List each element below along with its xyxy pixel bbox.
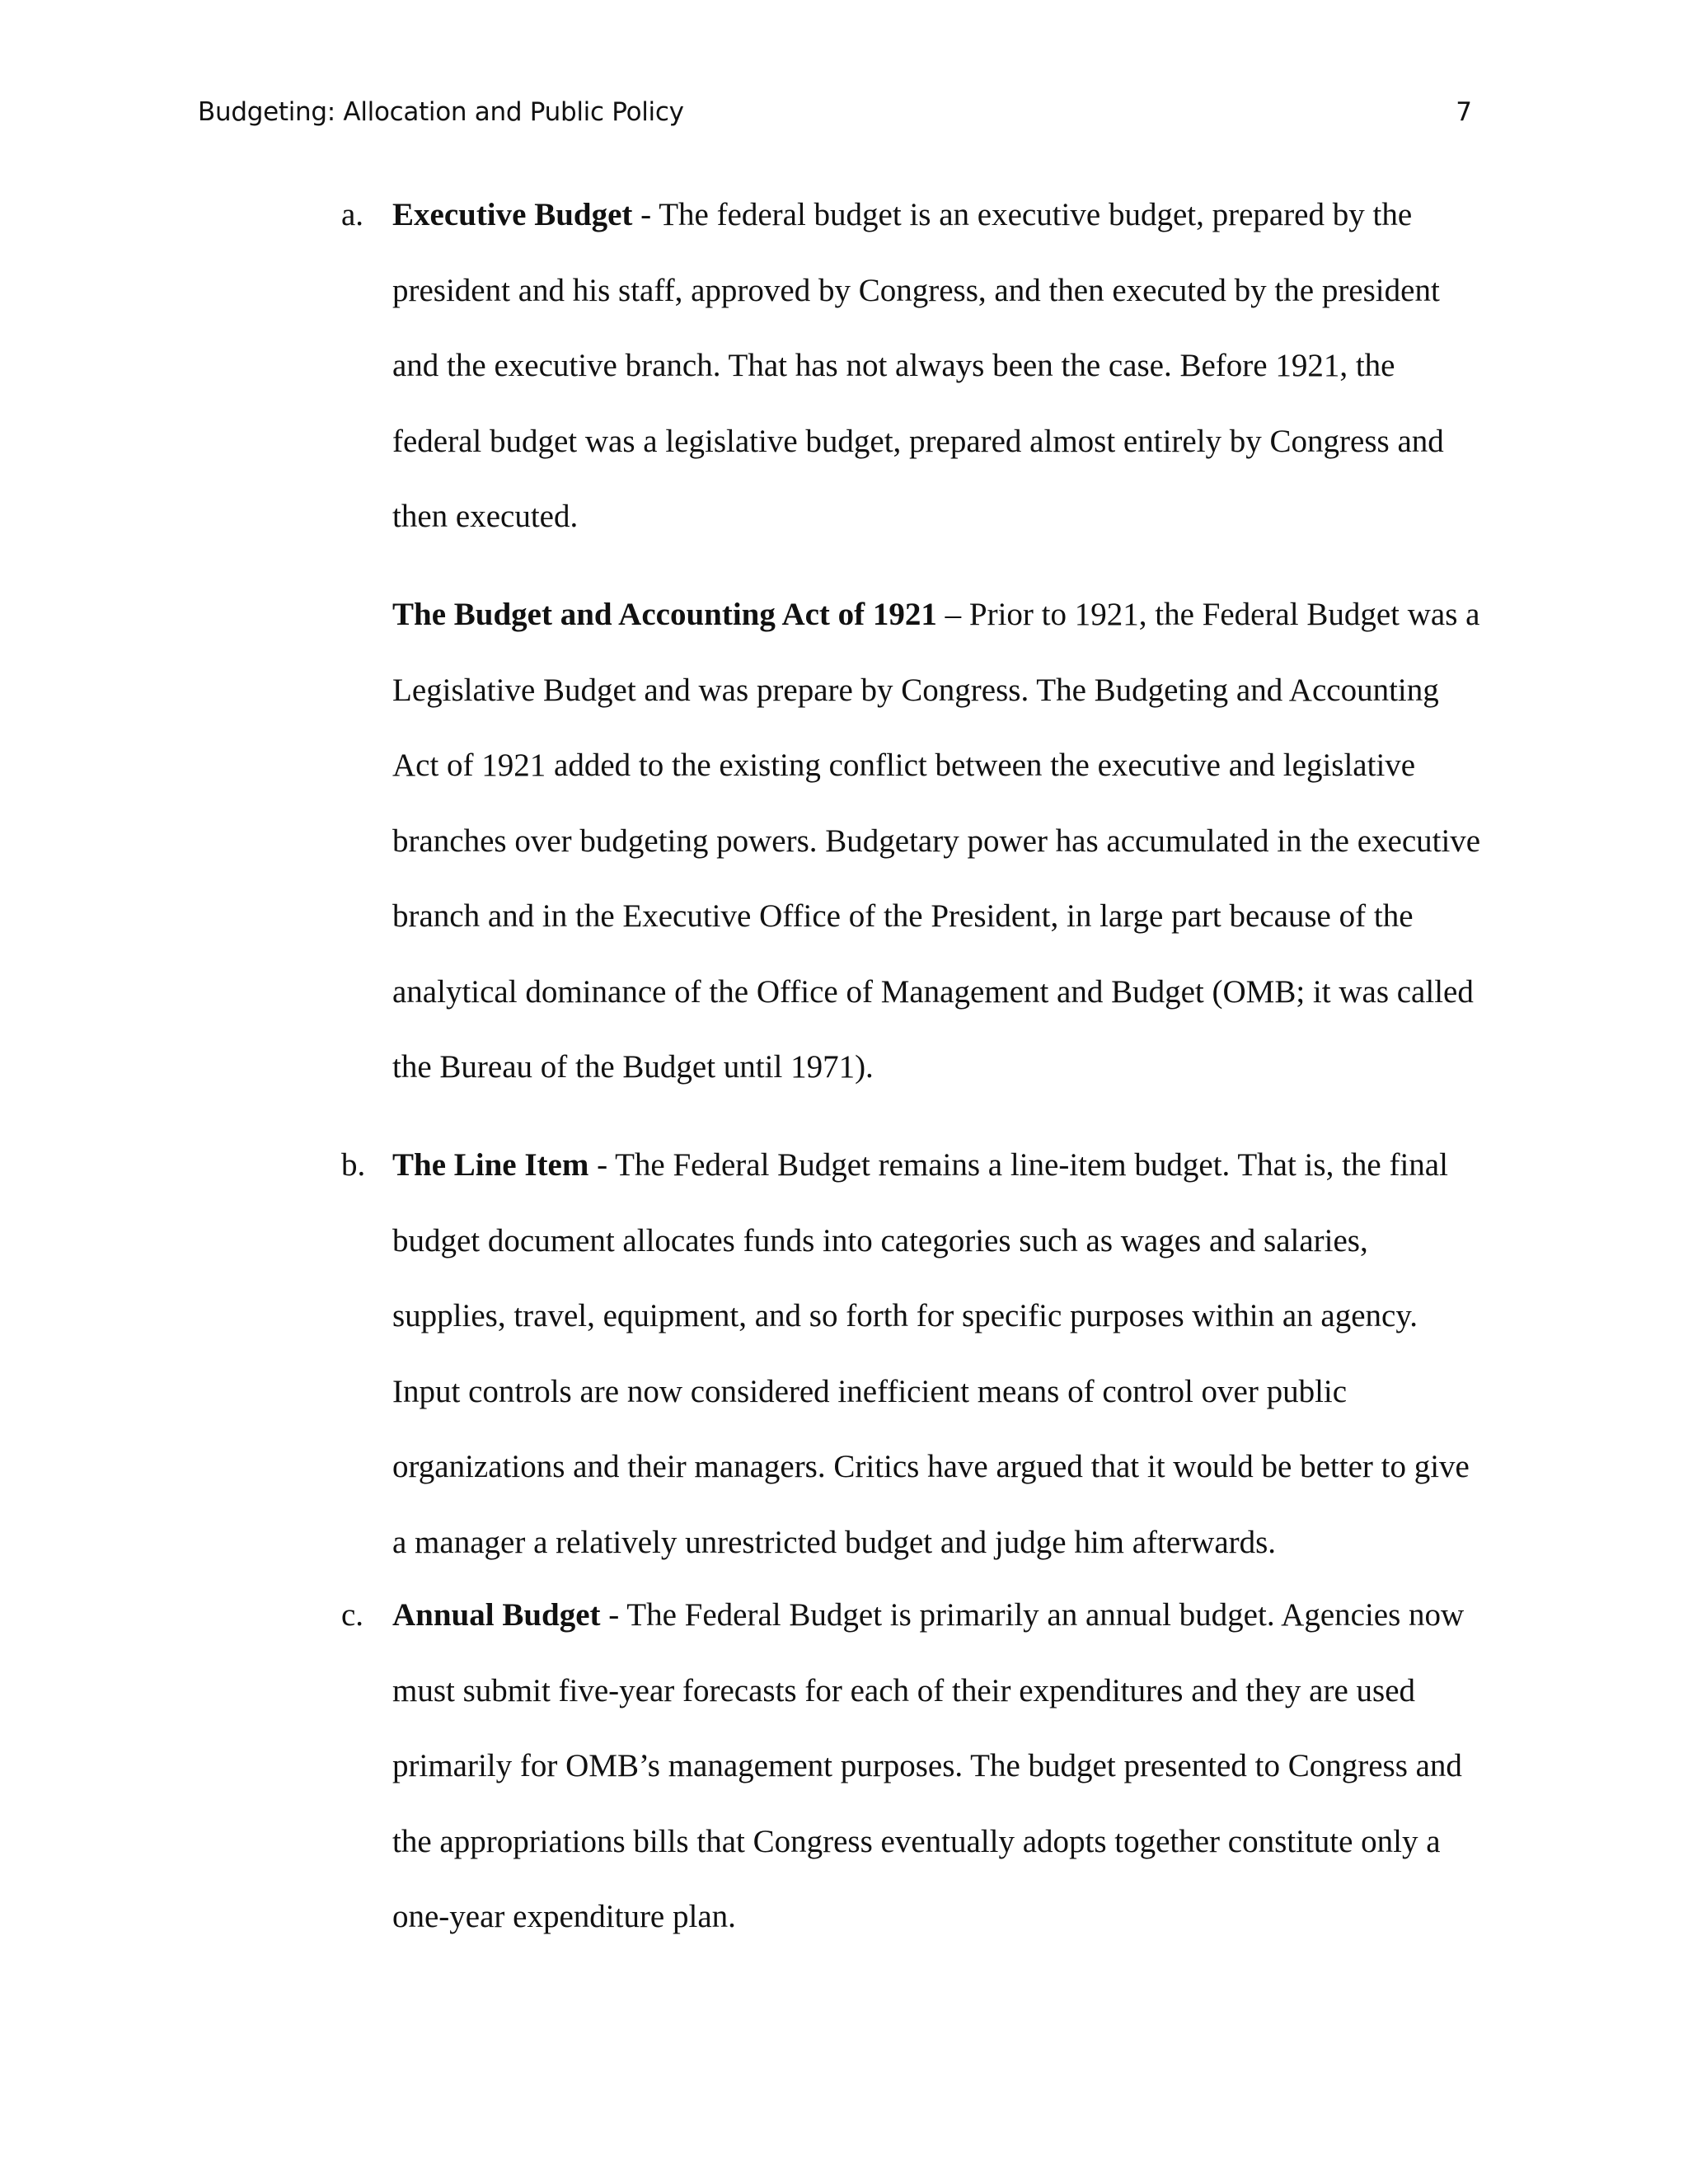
paragraph — [392, 577, 1489, 1105]
paragraph — [392, 1127, 1489, 1580]
list-marker: a. — [341, 197, 364, 232]
paragraph-text: - The federal budget is an executive budget, prepared by the president and his staff, approved by Congress, and then executed by the president and the executive branch. That has not always been the case. Before 1921, the federal budget was a legislative budget, prepared almost entirely by Congress and then executed. — [392, 197, 1444, 534]
term-heading: The Budget and Accounting Act of 1921 — [392, 597, 937, 632]
page-number: 7 — [1456, 97, 1472, 127]
term-heading: Annual Budget — [392, 1597, 601, 1633]
paragraph-text: - The Federal Budget remains a line-item budget. That is, the final budget document allocates funds into categories such as wages and salaries, supplies, travel, equipment, and so forth for specific purposes within an agency. Input controls are now considered inefficient means of control over public organizations and their managers. Critics have argued that it would be better to give a manager a relatively unrestricted budget and judge him afterwards. — [392, 1147, 1470, 1560]
paragraph — [392, 177, 1489, 555]
term-heading: Executive Budget — [392, 197, 633, 232]
list-item-executive-budget — [341, 177, 1489, 555]
list-item-annual-budget — [341, 1577, 1489, 1955]
list-marker: b. — [341, 1147, 366, 1183]
list-marker: c. — [341, 1597, 364, 1633]
paragraph — [392, 1577, 1489, 1955]
term-heading: The Line Item — [392, 1147, 589, 1183]
paragraph-text: - The Federal Budget is primarily an annual budget. Agencies now must submit five-year forecasts for each of their expenditures and they are used primarily for OMB’s management purposes. The budget presented to Congress and the appropriations bills that Congress eventually adopts together constitute only a one-year expenditure plan. — [392, 1597, 1465, 1934]
list-item-line-item — [341, 1127, 1489, 1580]
running-header-title: Budgeting: Allocation and Public Policy — [198, 97, 684, 127]
paragraph-text: – Prior to 1921, the Federal Budget was a Legislative Budget and was prepare by Congress. The Budgeting and Accounting Act of 1921 added to the existing conflict between the executive and legislative branches over budgeting powers. Budgetary power has accumulated in the executive branch and in the Executive Office of the President, in large part because of the analytical dominance of the Office of Management and Budget (OMB; it was called the Bureau of the Budget until 1971). — [392, 597, 1481, 1085]
sub-paragraph-budget-act — [392, 577, 1489, 1105]
